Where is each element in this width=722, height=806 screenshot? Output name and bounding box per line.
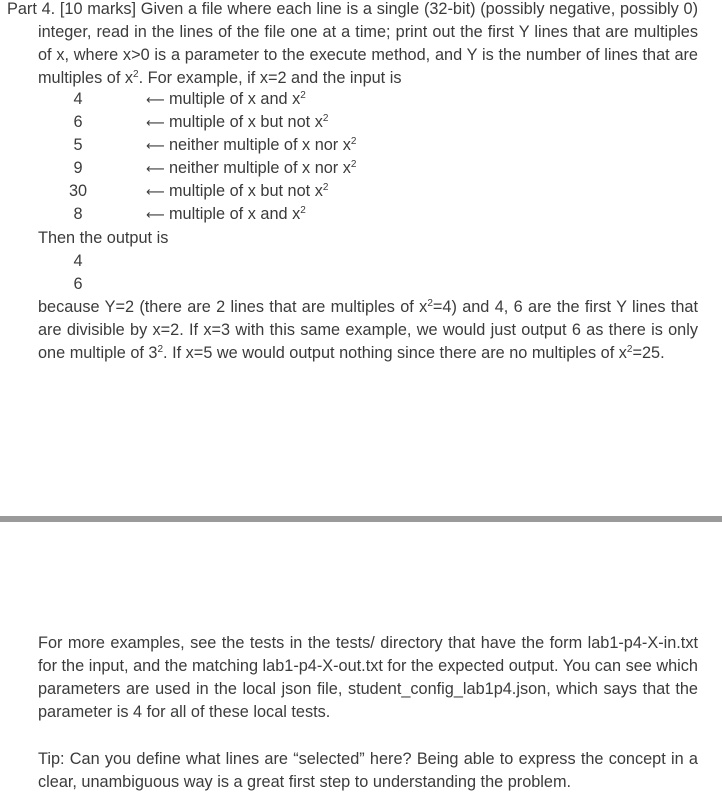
left-arrow-icon: ⟵ <box>146 138 165 153</box>
example-note: multiple of x but not $x^2$ <box>169 182 329 200</box>
list-item <box>38 180 438 203</box>
output-value: 6 <box>73 275 83 293</box>
example-value: 30 <box>68 182 88 200</box>
list-item <box>38 134 438 157</box>
example-value: 9 <box>73 159 83 177</box>
example-note: multiple of x but not $x^2$ <box>169 113 329 131</box>
tip-paragraph: Tip: Can you define what lines are “selected” here? Being able to express the concept in a clear, unambiguous way is a great first step to understanding the problem. <box>38 750 698 791</box>
example-note: neither multiple of x nor $x^2$ <box>169 159 357 177</box>
intro-text: Given a file where each line is a single (32-bit) (possibly negative, possibly 0) integer, read in the lines of the file one at a time; print out the first Y lines that are multiples of x, where x>0 is a parameter to the execute method, and Y is the number of lines that are multiples of $x^2$. For example, if x=2 and the input is <box>38 0 698 87</box>
example-value: 4 <box>73 90 83 108</box>
left-arrow-icon: ⟵ <box>146 92 165 107</box>
explanation-paragraph: because Y=2 (there are 2 lines that are multiples of $x^2=4$) and 4, 6 are the first Y lines that are divisible by x=2. If x=3 with this same example, we would just output 6 as there is only one multiple of $3^2$. If x=5 we would output nothing since there are no multiples of $x^2=25$. <box>38 298 698 362</box>
left-arrow-icon: ⟵ <box>146 207 165 222</box>
part-heading: Part 4. [10 marks] <box>7 0 137 18</box>
intro-paragraph <box>7 0 698 90</box>
output-value: 4 <box>73 252 83 270</box>
left-arrow-icon: ⟵ <box>146 115 165 130</box>
more-examples-paragraph: For more examples, see the tests in the tests/ directory that have the form lab1-p4-X-in.txt for the input, and the matching lab1-p4-X-out.txt for the expected output. You can see which parameters are used in the local json file, student_config_lab1p4.json, which says that the parameter is 4 for all of these local tests. <box>38 634 698 721</box>
example-note: multiple of x and $x^2$ <box>169 90 306 108</box>
section-divider <box>0 516 722 522</box>
example-note: neither multiple of x nor $x^2$ <box>169 136 357 154</box>
output-label: Then the output is <box>38 229 169 247</box>
example-input-list <box>38 88 438 226</box>
left-arrow-icon: ⟵ <box>146 184 165 199</box>
list-item <box>38 111 438 134</box>
example-value: 5 <box>73 136 83 154</box>
example-value: 6 <box>73 113 83 131</box>
list-item <box>38 88 438 111</box>
left-arrow-icon: ⟵ <box>146 161 165 176</box>
list-item <box>38 203 438 226</box>
example-note: multiple of x and $x^2$ <box>169 205 306 223</box>
list-item <box>38 157 438 180</box>
example-value: 8 <box>73 205 83 223</box>
